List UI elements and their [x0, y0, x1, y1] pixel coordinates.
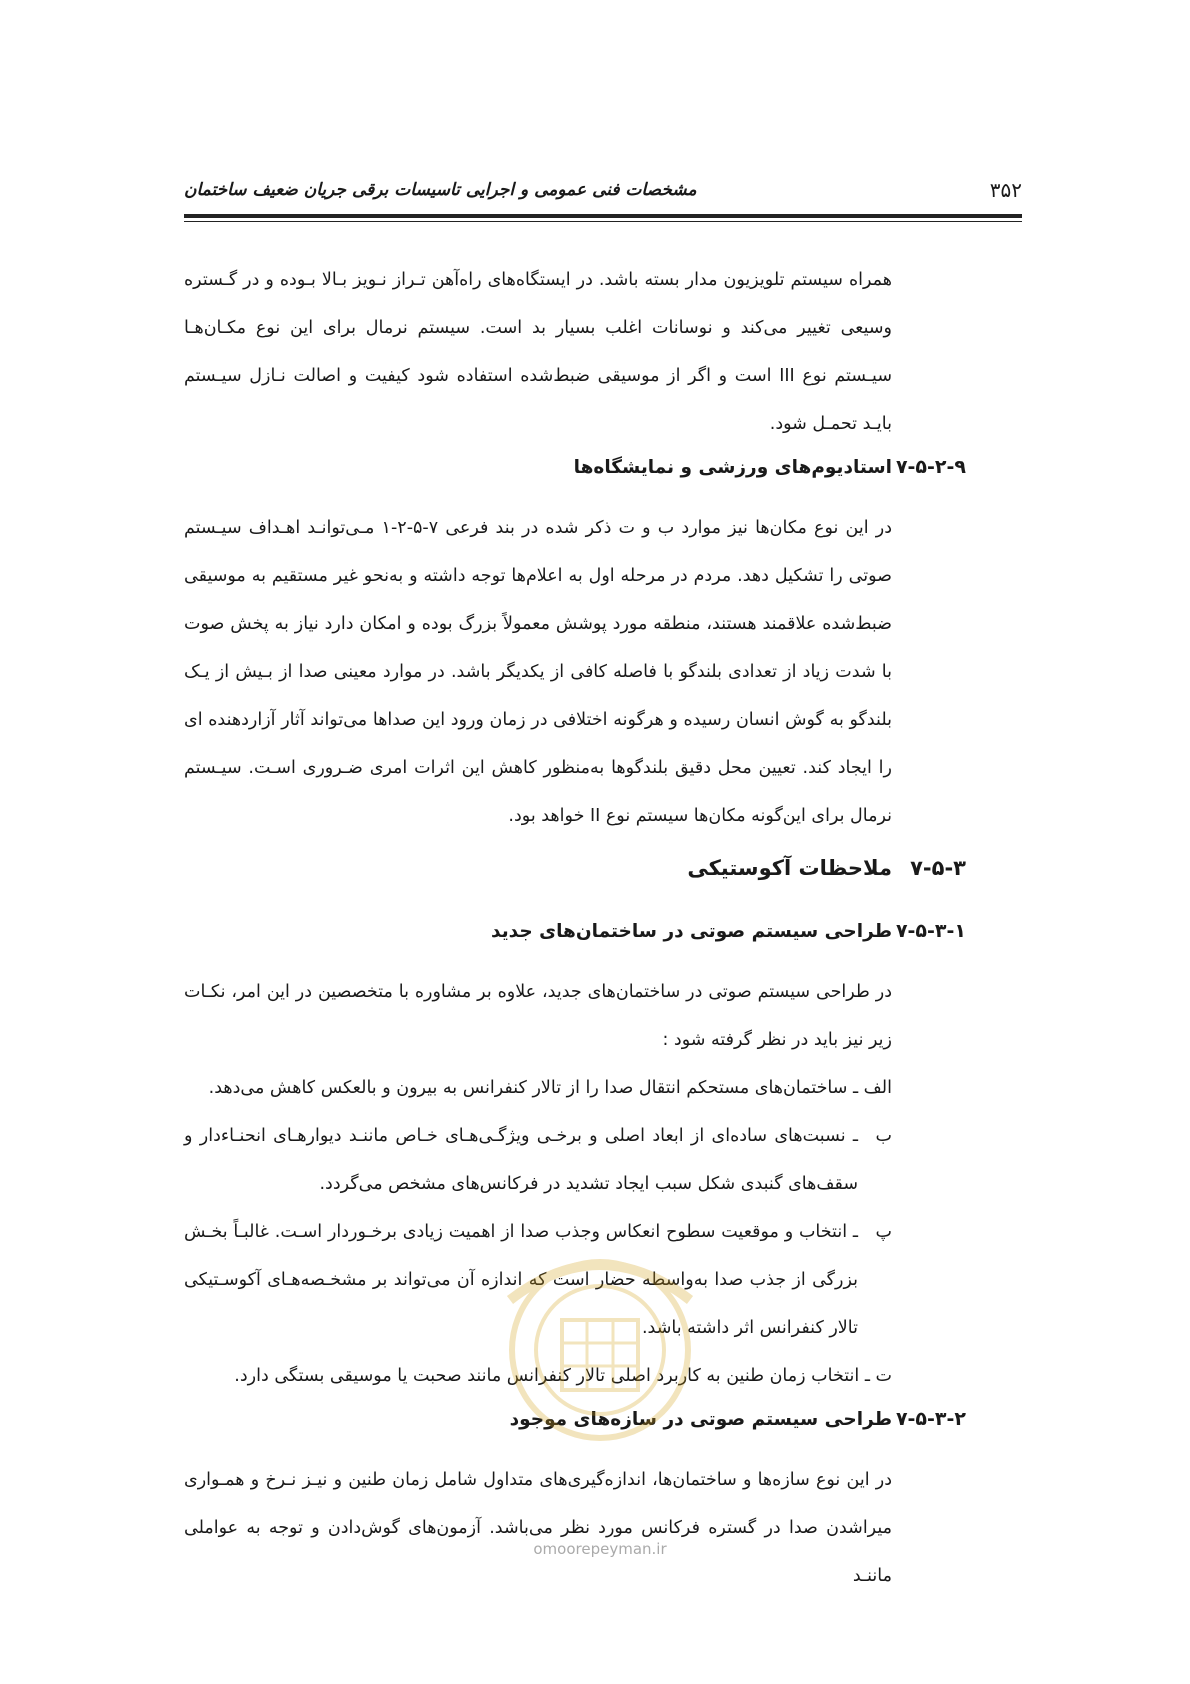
- list-item: [184, 1208, 892, 1352]
- list-item-text: ـ انتخاب و موقعیت سطوح انعکاس وجذب صدا از اهمیت زیادی برخـوردار اسـت. غالبـاً بخـش بزرگی از جذب صدا به‌واسطه حضار است که اندازه آن می‌تواند بر مشخـصه‌هـای آکوسـتیکی تالار کنفرانس اثر داشته باشد.: [184, 1222, 858, 1338]
- page-header: [184, 178, 1022, 212]
- header-rule-thin: [184, 221, 1022, 222]
- running-title: مشخصات فنی عمومی و اجرایی تاسیسات برقی جریان ضعیف ساختمان: [184, 180, 697, 200]
- page-body: [184, 256, 966, 1600]
- header-rule-thick: [184, 214, 1022, 218]
- list-item: ت ـ انتخاب زمان طنین به کاربرد اصلی تالار کنفرانس مانند صحبت یا موسیقی بستگی دارد.: [234, 1366, 892, 1386]
- section-number: ۷-۵-۳-۲: [895, 1408, 966, 1430]
- intro-paragraph: همراه سیستم تلویزیون مدار بسته باشد. در ایستگاه‌های راه‌آهن تـراز نـویز بـالا بـوده و در گـستره وسیعی تغییر می‌کند و نوسانات اغلب بسیار بد است. سیستم نرمال برای این نوع مکـان‌هـا سیـستم نوع III است و اگر از موسیقی ضبط‌شده استفاده شود کیفیت و اصالت نـازل سیـستم بایـد تحمـل شود.: [184, 270, 892, 434]
- list-marker: پ: [875, 1222, 892, 1242]
- section-title: طراحی سیستم صوتی در سازه‌های موجود: [509, 1409, 892, 1430]
- section-3-2-body: در این نوع سازه‌ها و ساختمان‌ها، اندازه‌گیری‌های متداول شامل زمان طنین و نیـز نـرخ و همـواری میراشدن صدا در گستره فرکانس مورد نظر می‌باشد. آزمون‌های گوش‌دادن و توجه به عواملی ماننـد: [184, 1470, 892, 1586]
- section-heading-3-1: [184, 920, 966, 968]
- section-9-body: در این نوع مکان‌ها نیز موارد ب و ت ذکر شده در بند فرعی ۷-۵-۲-۱ مـی‌توانـد اهـداف سیـستم صوتی را تشکیل دهد. مردم در مرحله اول به اعلام‌ها توجه داشته و به‌نحو غیر مستقیم به موسیقی ضبط‌شده علاقمند هستند، منطقه مورد پوشش معمولاً بزرگ بوده و امکان دارد نیاز به پخش صوت با شدت زیاد از تعدادی بلندگو با فاصله کافی از یکدیگر باشد. در موارد معینی صدا از بـیش از یـک بلندگو به گوش انسان رسیده و هرگونه اختلافی در زمان ورود این صداها می‌تواند آثار آزاردهنده ای را ایجاد کند. تعیین محل دقیق بلندگوها به‌منظور کاهش این اثرات امری ضـروری اسـت. سیـستم نرمال برای این‌گونه مکان‌ها سیستم نوع II خواهد بود.: [184, 518, 893, 826]
- section-number: ۷-۵-۳: [910, 856, 966, 880]
- page-number: ۳۵۲: [989, 178, 1022, 202]
- section-title: استادیوم‌های ورزشی و نمایشگاه‌ها: [573, 457, 892, 478]
- list-item: [184, 1112, 892, 1208]
- section-heading-3-2: [184, 1408, 966, 1456]
- section-title: ملاحظات آکوستیکی: [687, 856, 892, 880]
- section-heading-3: [184, 856, 966, 904]
- section-3-1-intro: در طراحی سیستم صوتی در ساختمان‌های جدید، علاوه بر مشاوره با متخصصین در این امر، نکـات زیر نیز باید در نظر گرفته شود :: [184, 982, 892, 1050]
- section-number: ۷-۵-۳-۱: [895, 920, 966, 942]
- watermark-url: omoorepeyman.ir: [533, 1540, 667, 1558]
- section-title: طراحی سیستم صوتی در ساختمان‌های جدید: [491, 921, 892, 942]
- list-item-text: ـ نسبت‌های ساده‌ای از ابعاد اصلی و برخـی ویژگـی‌هـای خـاص ماننـد دیوارهـای انحنـاءدار و سقف‌های گنبدی شکل سبب ایجاد تشدید در فرکانس‌های مشخص می‌گردد.: [184, 1126, 858, 1194]
- section-heading-9: [184, 456, 966, 504]
- section-number: ۷-۵-۲-۹: [895, 456, 966, 478]
- list-marker: ب: [875, 1126, 892, 1146]
- list-item: الف ـ ساختمان‌های مستحکم انتقال صدا را از تالار کنفرانس به بیرون و بالعکس کاهش می‌دهد.: [208, 1078, 892, 1098]
